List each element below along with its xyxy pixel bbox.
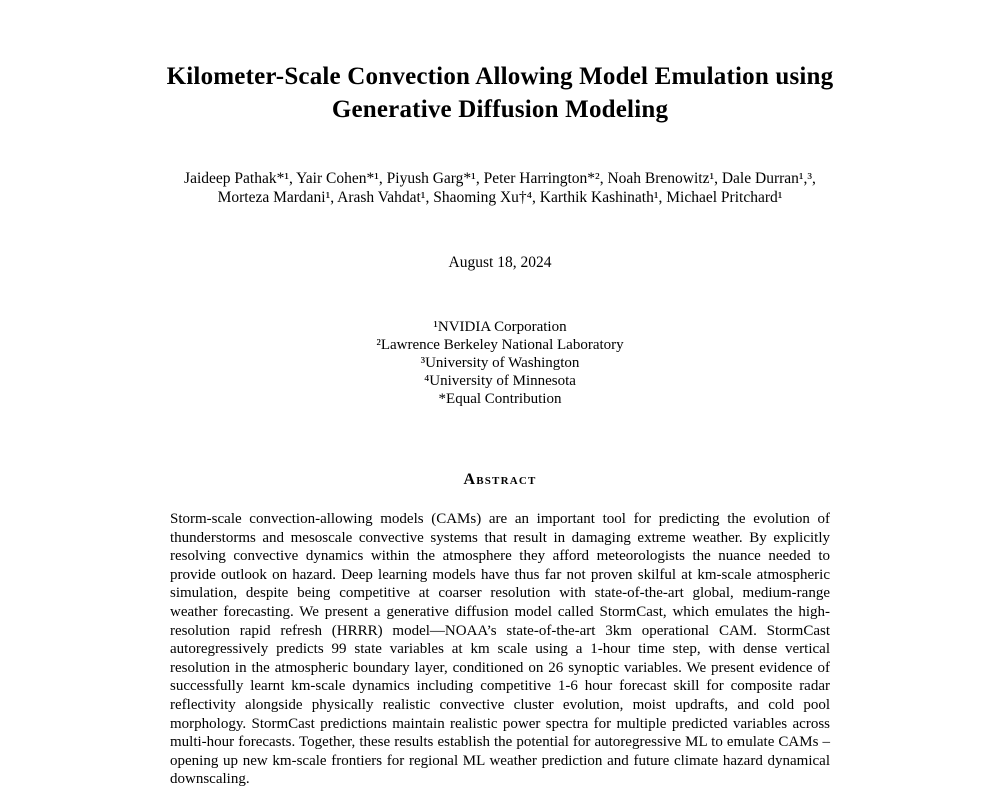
affiliation-umn: ⁴University of Minnesota	[424, 373, 576, 389]
author-line-1: Jaideep Pathak*¹, Yair Cohen*¹, Piyush Garg*¹, Peter Harrington*², Noah Brenowitz¹, Dale Durran¹,³,	[184, 170, 816, 187]
paper-title-line-2: Generative Diffusion Modeling	[331, 96, 669, 123]
abstract-heading: Abstract	[463, 471, 537, 488]
abstract-text: Storm-scale convection-allowing models (CAMs) are an important tool for predicting the evolution of thunderstorms and mesoscale convective systems that result in damaging extreme weather. By explicitly resolving convective dynamics within the atmosphere they afford meteorologists the nuance needed to provide outlook on hazard. Deep learning models have thus far not proven skilful at km-scale atmospheric simulation, despite being competitive at coarser resolution with state-of-the-art global, medium-range weather forecasting. We present a generative diffusion model called StormCast, which emulates the high-resolution rapid refresh (HRRR) model—NOAA’s state-of-the-art 3km operational CAM. StormCast autoregressively predicts 99 state variables at km scale using a 1-hour time step, with dense vertical resolution in the atmospheric boundary layer, conditioned on 26 synoptic variables. We present evidence of successfully learnt km-scale dynamics including competitive 1-6 hour forecast skill for composite radar reflectivity alongside physically realistic convective cluster evolution, moist updrafts, and cold pool morphology. StormCast predictions maintain realistic power spectra for multiple predicted variables across multi-hour forecasts. Together, these results establish the potential for autoregressive ML to emulate CAMs – opening up new km-scale frontiers for regional ML weather prediction and future climate hazard dynamical downscaling.	[170, 511, 830, 788]
publication-date: August 18, 2024	[448, 254, 552, 271]
paper-title-line-1: Kilometer-Scale Convection Allowing Model Emulation using	[166, 63, 834, 90]
affiliation-list	[0, 318, 1000, 408]
affiliation-lbnl: ²Lawrence Berkeley National Laboratory	[376, 337, 624, 353]
equal-contribution-note: *Equal Contribution	[438, 391, 562, 407]
affiliation-nvidia: ¹NVIDIA Corporation	[433, 319, 567, 335]
author-line-2: Morteza Mardani¹, Arash Vahdat¹, Shaoming Xu†⁴, Karthik Kashinath¹, Michael Pritchard¹	[217, 189, 783, 206]
author-list	[0, 169, 1000, 207]
affiliation-uw: ³University of Washington	[420, 355, 580, 371]
paper-title	[0, 0, 1000, 126]
